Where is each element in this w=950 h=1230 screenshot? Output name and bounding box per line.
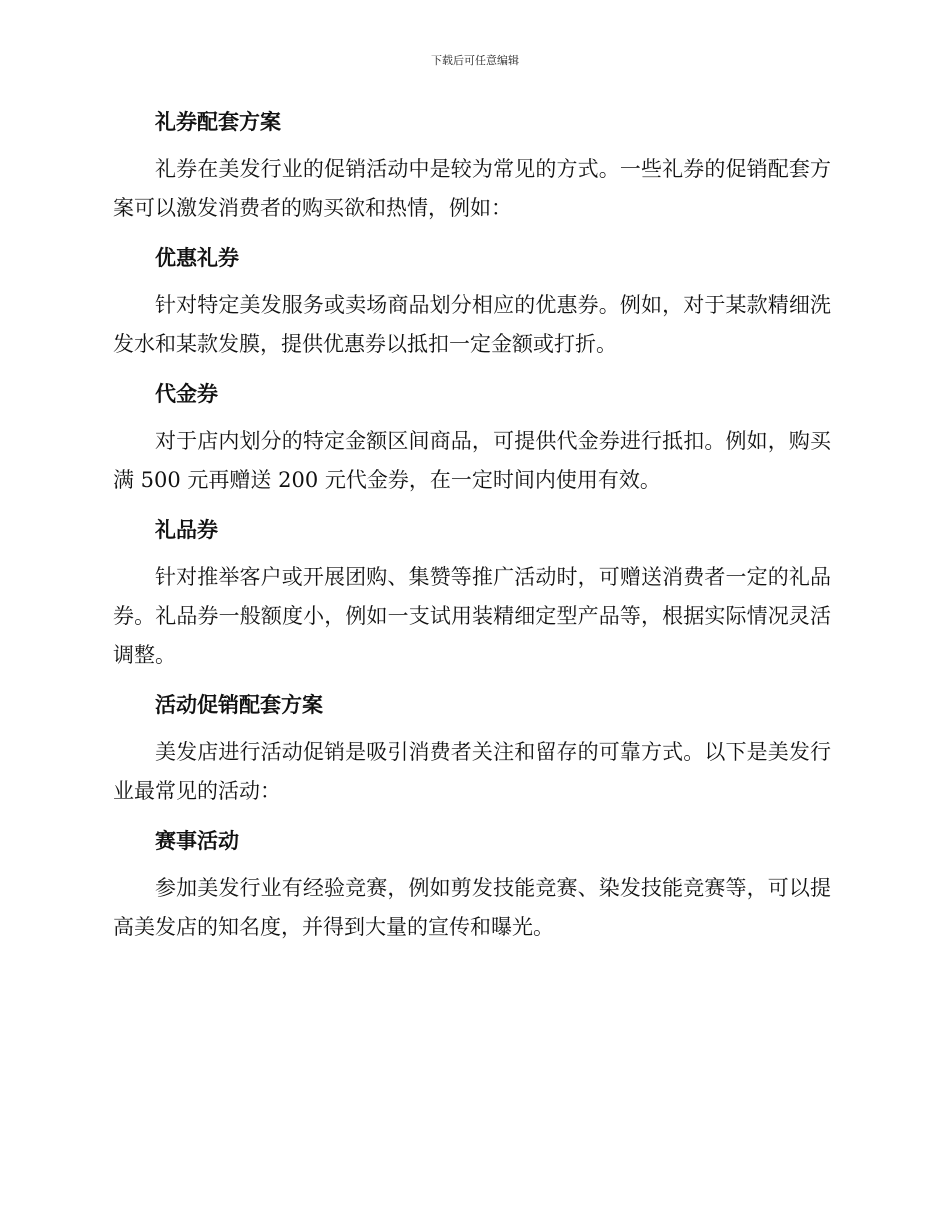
section-paragraph-discount-coupon: 针对特定美发服务或卖场商品划分相应的优惠券。例如，对于某款精细洗发水和某款发膜，提供优惠券以抵扣一定金额或打折。 xyxy=(113,293,831,356)
document-body xyxy=(113,106,831,961)
section-paragraph-gift-voucher: 针对推举客户或开展团购、集赞等推广活动时，可赠送消费者一定的礼品券。礼品券一般额度小，例如一支试用装精细定型产品等，根据实际情况灵活调整。 xyxy=(113,565,831,667)
section-heading-event-promotion: 活动促销配套方案 xyxy=(155,693,323,717)
section-paragraph-competition: 参加美发行业有经验竞赛，例如剪发技能竞赛、染发技能竞赛等，可以提高美发店的知名度，并得到大量的宣传和曝光。 xyxy=(113,876,831,939)
section-heading-competition: 赛事活动 xyxy=(155,829,239,853)
section-heading-gift-voucher: 礼品券 xyxy=(155,518,218,542)
section-paragraph-coupon-plan: 礼券在美发行业的促销活动中是较为常见的方式。一些礼券的促销配套方案可以激发消费者的购买欲和热情，例如： xyxy=(113,157,831,220)
page-header: 下载后可任意编辑 xyxy=(431,54,519,67)
section-paragraph-event-promotion: 美发店进行活动促销是吸引消费者关注和留存的可靠方式。以下是美发行业最常见的活动： xyxy=(113,740,831,803)
section-heading-discount-coupon: 优惠礼券 xyxy=(155,246,239,270)
section-heading-cash-voucher: 代金券 xyxy=(155,382,218,406)
section-paragraph-cash-voucher: 对于店内划分的特定金额区间商品，可提供代金券进行抵扣。例如，购买满 500 元再赠送 200 元代金券，在一定时间内使用有效。 xyxy=(113,429,831,492)
section-heading-coupon-plan: 礼券配套方案 xyxy=(155,110,281,134)
